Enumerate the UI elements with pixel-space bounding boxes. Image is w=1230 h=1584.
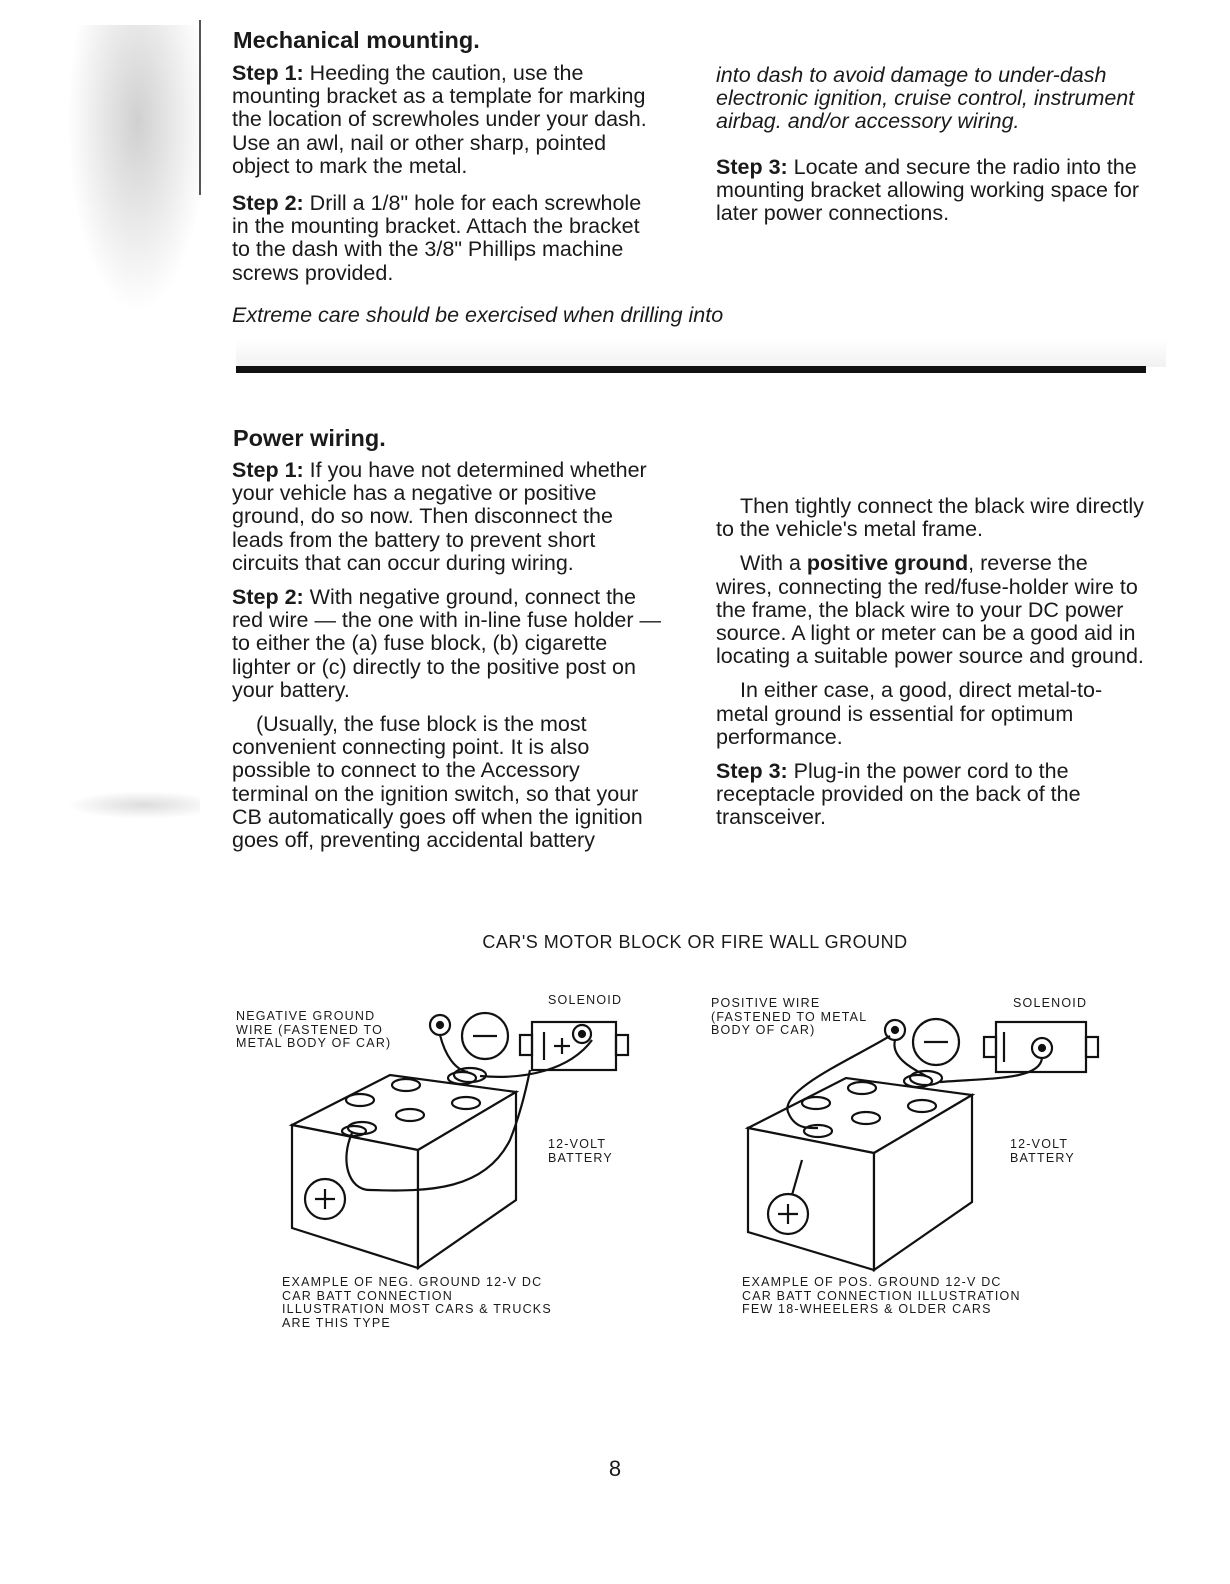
negative-ground-label: NEGATIVE GROUND WIRE (FASTENED TO METAL BODY OF CAR) — [236, 1009, 392, 1050]
step-text: If you have not determined whether your vehicle has a negative or positive ground, do so now. Then disconnect the leads from the battery to prevent short circuits that can occur during wiring. — [232, 458, 647, 575]
battery-label-left: 12-VOLT BATTERY — [548, 1137, 613, 1165]
caution-text-continued: into dash to avoid damage to under-dash electronic ignition, cruise control, instrument airbag. and/or accessory wiring. — [716, 64, 1135, 134]
power-step-2 — [232, 586, 662, 702]
usually-text: (Usually, the fuse block is the most convenient connecting point. It is also possible to connect to the Accessory terminal on the ignition switch, so that your CB automatically goes off when the ignition goes off, preventing accidental battery — [232, 713, 643, 853]
positive-ground-paragraph — [716, 552, 1146, 668]
section-heading-power: Power wiring. — [233, 425, 386, 451]
step-text: With negative ground, connect the red wire — the one with in-line fuse holder — to either the (a) fuse block, (b) cigarette lighter or (c) directly to the positive post on your battery. — [232, 585, 662, 702]
caution-text: Extreme care should be exercised when drilling into — [232, 304, 724, 327]
positive-bold: positive ground — [806, 551, 969, 576]
usually-paragraph — [232, 713, 662, 853]
battery-label-right: 12-VOLT BATTERY — [1010, 1137, 1075, 1165]
power-step-1 — [232, 459, 662, 575]
mechanical-step-2 — [232, 192, 652, 285]
caution-part-1 — [232, 304, 752, 328]
diagram-title: CAR'S MOTOR BLOCK OR FIRE WALL GROUND — [482, 932, 908, 952]
mechanical-left-column — [232, 62, 652, 296]
power-step-3 — [716, 760, 1146, 830]
positive-pre: With a — [740, 551, 801, 576]
step-text: Drill a 1/8" hole for each screwhole in the mounting bracket. Attach the bracket to the dash with the 3/8" Phillips machine screws provided. — [232, 191, 642, 285]
usually-continued — [716, 461, 1146, 484]
step-label: Step 2: — [232, 191, 304, 216]
step-label: Step 3: — [716, 759, 788, 784]
power-right-column — [716, 461, 1146, 841]
negative-ground-battery-illustration — [280, 1000, 660, 1280]
solenoid-label-left: SOLENOID — [548, 993, 623, 1007]
step-label: Step 3: — [716, 155, 788, 179]
positive-ground-battery-illustration — [740, 1000, 1120, 1280]
then-paragraph: Then tightly connect the black wire directly to the vehicle's metal frame. — [716, 494, 1144, 542]
mechanical-right-column — [716, 64, 1178, 237]
caption-left: EXAMPLE OF NEG. GROUND 12-V DC CAR BATT CONNECTION ILLUSTRATION MOST CARS & TRUCKS ARE THIS TYPE — [282, 1275, 552, 1330]
mechanical-step-1 — [232, 62, 652, 178]
step-text: Heeding the caution, use the mounting bracket as a template for marking the location of screwholes under your dash. Use an awl, nail or other sharp, pointed object to mark the metal. — [232, 61, 647, 178]
margin-line — [199, 20, 201, 195]
caution-part-2 — [716, 64, 1178, 156]
scan-noise — [60, 790, 200, 820]
solenoid-label-right: SOLENOID — [1013, 996, 1088, 1010]
step-text: Locate and secure the radio into the mounting bracket allowing working space for later power connections. — [716, 155, 1140, 226]
step-label: Step 2: — [232, 585, 304, 610]
step-label: Step 1: — [232, 61, 304, 85]
scan-noise — [55, 25, 205, 345]
step-text: Plug-in the power cord to the receptacle provided on the back of the transceiver. — [716, 759, 1081, 830]
page-number: 8 — [608, 1456, 622, 1481]
power-left-column — [232, 459, 662, 853]
step-label: Step 1: — [232, 458, 304, 482]
mechanical-step-3 — [716, 156, 1178, 226]
either-case-paragraph: In either case, a good, direct metal-to-metal ground is essential for optimum performance. — [716, 678, 1103, 749]
positive-post: , reverse the wires, connecting the red/fuse-holder wire to the frame, the black wire to your DC power source. A light or meter can be a good aid in locating a suitable power source and ground. — [716, 551, 1144, 669]
section-heading-mechanical: Mechanical mounting. — [233, 27, 480, 53]
section-divider — [236, 366, 1146, 373]
caption-right: EXAMPLE OF POS. GROUND 12-V DC CAR BATT CONNECTION ILLUSTRATION FEW 18-WHEELERS & OLDER CARS — [742, 1275, 1021, 1316]
rule-shadow — [236, 339, 1166, 367]
positive-wire-label: POSITIVE WIRE (FASTENED TO METAL BODY OF CAR) — [711, 996, 867, 1037]
